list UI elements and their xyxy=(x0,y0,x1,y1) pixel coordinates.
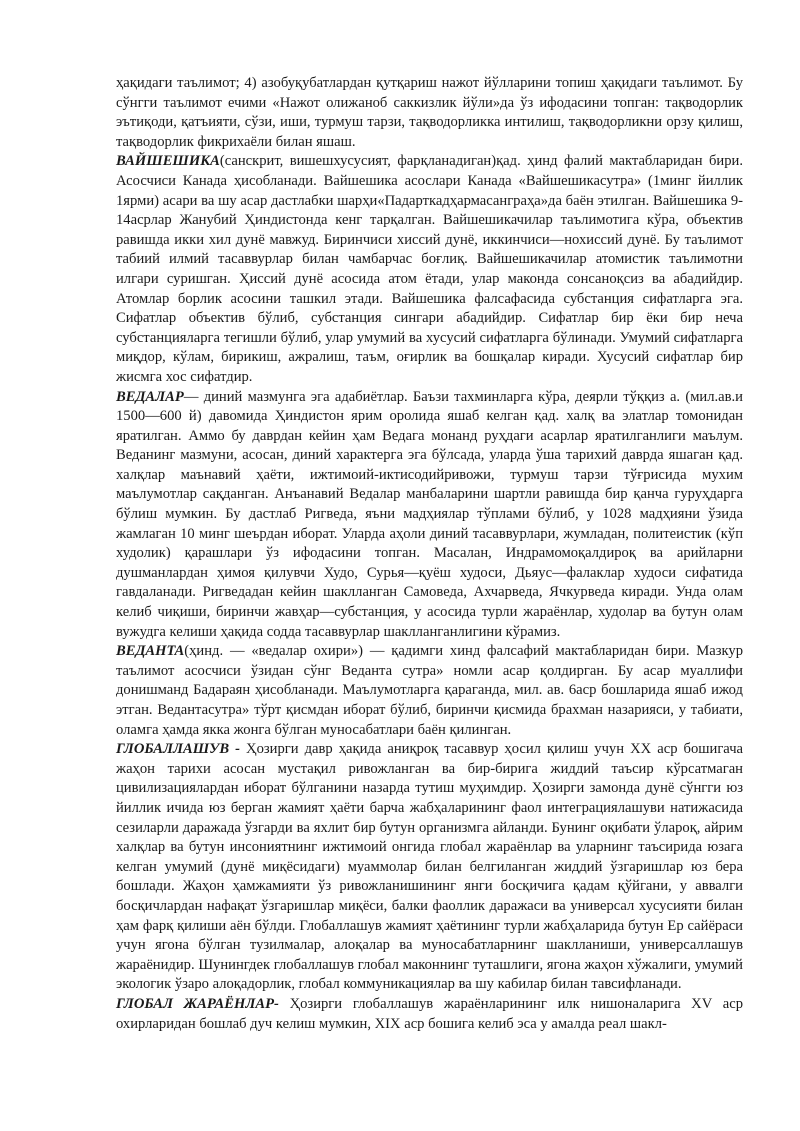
entry-term: ГЛОБАЛ ЖАРАЁНЛАР- xyxy=(116,995,279,1012)
entry-term: ГЛОБАЛЛАШУВ - xyxy=(116,741,240,758)
entry-term: ВАЙШЕШИКА xyxy=(116,153,220,170)
entry-text: (санскрит, вишешхусусият, фарқланадиган)қад. ҳинд фалий мактабларидан бири. Асосчиси Канада ҳисобланади. Вайшешика асослари Канада «Вайшешикасутра» (1минг йиллик 1ярми) асари ва шу асар дастлабки шарҳи«Падарткадҳармасанграҳа»да баён этилган. Вайшешика 9-14асрлар Жанубий Ҳиндистонда кенг тарқалган. Вайшешикачилар таълимотига кўра, объектив равишда икки хил дунё мавжуд. Биринчиси хиссий дунё, иккинчиси—нохиссий дунё. Бу таълимот табиий илмий тасаввурлар билан чамбарчас боғлиқ. Вайшешикачилар атомистик таълимотни илгари суришган. Ҳиссий дунё асосида атом ётади, улар маконда сонсаноқсиз ва абадийдир. Атомлар борлик асосини ташкил этади. Вайшешика фалсафасида субстанция сифатларга эга. Сифатлар объектив бўлиб, субстанция сингари абадийдир. Сифатлар бир ёки бир неча субстанцияларга тегишли бўлиб, улар умумий ва хусусий сифатларга бўлинади. Умумий сифатларга миқдор, кўлам, бирикиш, ажралиш, таъм, оғирлик ва бошқалар киради. Хусусий сифатлар бир жисмга хос сифатдир. xyxy=(116,153,743,385)
entry-vedanta xyxy=(116,642,743,740)
entry-term: ВЕДАЛАР xyxy=(116,388,184,405)
entry-text: — диний мазмунга эга адабиётлар. Баъзи тахминларга кўра, деярли тўққиз а. (мил.ав.и 1500—600 й) давомида Ҳиндистон ярим оролида яшаб келган қад. халқ ва элатлар томонидан яратилган. Аммо бу даврдан кейин ҳам Ведага монанд руҳдаги асарлар яратилганлиги маълум. Веданинг мазмуни, асосан, диний характерга эга бўлсада, уларда ўша тарихий даврда яшаган қад. халқлар маънавий ҳаёти, ижтимоий-иктисодийривожи, турмуш тарзи тўғрисида мухим маълумотлар сақданган. Анъанавий Ведалар манбаларини шартли равишда бир қанча гуруҳдарга бўлиш мумкин. Бу дастлаб Ригведа, яъни мадҳиялар тўплами бўлиб, у 1028 мадҳияни ўзида жамлаган 10 минг шеърдан иборат. Уларда аҳоли диний тасаввурлари, жумладан, политеистик (кўп худолик) қарашлари ўз ифодасини топган. Масалан, Индрамомоқалдироқ ва арийларни душманлардан ҳимоя қилувчи Худо, Сурья—қуёш худоси, Дьяус—фалаклар худоси сифатида гавдаланади. Ригведадан кейин шаклланган Самоведа, Ахчарведа, Ячкурведа киради. Унда олам келиб чиқиши, биринчи жавҳар—субстанция, у асосида турли жараёнлар, худолар ва бутун олам вужудга келиши ҳақида содда тасаввурлар шаклланганлигини кўрамиз. xyxy=(116,388,743,640)
entry-text: (ҳинд. — «ведалар охири») — қадимги хинд фалсафий мактабларидан бири. Мазкур таълимот асосчиси ўзидан сўнг Веданта сутра» номли асар қолдирган. Бу асар муаллифи донишманд Бадараян ҳисобланади. Маълумотларга қараганда, мил. ав. 6аср бошларида яшаб ижод этган. Ведантасутра» тўрт қисмдан иборат бўлиб, биринчи қисмида брахман назарияси, у табиати, оламга ҳамда якка жонга бўлган муносабатлари баён қилинган. xyxy=(116,643,743,738)
paragraph-intro xyxy=(116,74,743,152)
entry-vaysheshika xyxy=(116,152,743,387)
entry-globallashuv xyxy=(116,740,743,995)
entry-text: Ҳозирги глобаллашув жараёнларининг илк нишоналарига XV аср охирларидан бошлаб дуч келиш мумкин, XIX аср бошига келиб эса у амалда реал шакл- xyxy=(116,995,743,1032)
entry-global-jarayonlar xyxy=(116,995,743,1034)
document-page xyxy=(116,74,743,1034)
entry-vedalar xyxy=(116,388,743,643)
entry-term: ВЕДАНТА xyxy=(116,643,185,660)
paragraph-text: ҳақидаги таълимот; 4) азобуқубатлардан қутқариш нажот йўлларини топиш ҳақидаги таълимот. Бу сўнгги таълимот ечими «Нажот олижаноб саккизлик йўли»да ўз ифодасини топган: тақводорлик эътиқоди, қатъияти, сўзи, иши, турмуш тарзи, тақводорликка интилиш, тақводорликни орзу қилиш, тақводорлик фикрихаёли билан яшаш. xyxy=(116,75,743,150)
entry-text: Ҳозирги давр ҳақида аниқроқ тасаввур ҳосил қилиш учун XX аср бошигача жаҳон тарихи асосан мустақил ривожланган ва бир-бирига жиддий таъсир кўрсатмаган цивилизациялардан иборат бўлганини назарда тутиш муҳимдир. Ҳозирги замонда дунё сўнгги юз йиллик ичида юз берган жамият ҳаёти барча жабҳаларининг фаол интеграциялашуви натижасида сезиларли даражада ўзгарди ва яхлит бир бутун организмга айланди. Бунинг оқибати ўлароқ, айрим халқлар ва бутун инсониятнинг ижтимоий онгида глобал жараёнлар ва уларнинг таъсирида юзага келган умумий (дунё миқёсидаги) муаммолар билан белгиланган жиддий ўзгаришлар юз бера бошлади. Жаҳон ҳамжамияти ўз ривожланишининг янги босқичига қадам қўйгани, у аввалги босқичлардан нафақат ўзгаришлар миқёси, балки фаоллик даражаси ва универсал хусусияти билан ҳам фарқ қилиши аён бўлди. Глобаллашув жамият ҳаётининг турли жабҳаларида бутун Ер сайёраси учун ягона бўлган тузилмалар, алоқалар ва муносабатларнинг шаклланиши, универсаллашув жараёнидир. Шунингдек глобаллашув глобал маконнинг туташлиги, ягона жаҳон хўжалиги, умумий экологик ўзаро алоқадорлик, глобал коммуникациялар ва шу кабилар билан тавсифланади. xyxy=(116,741,744,993)
